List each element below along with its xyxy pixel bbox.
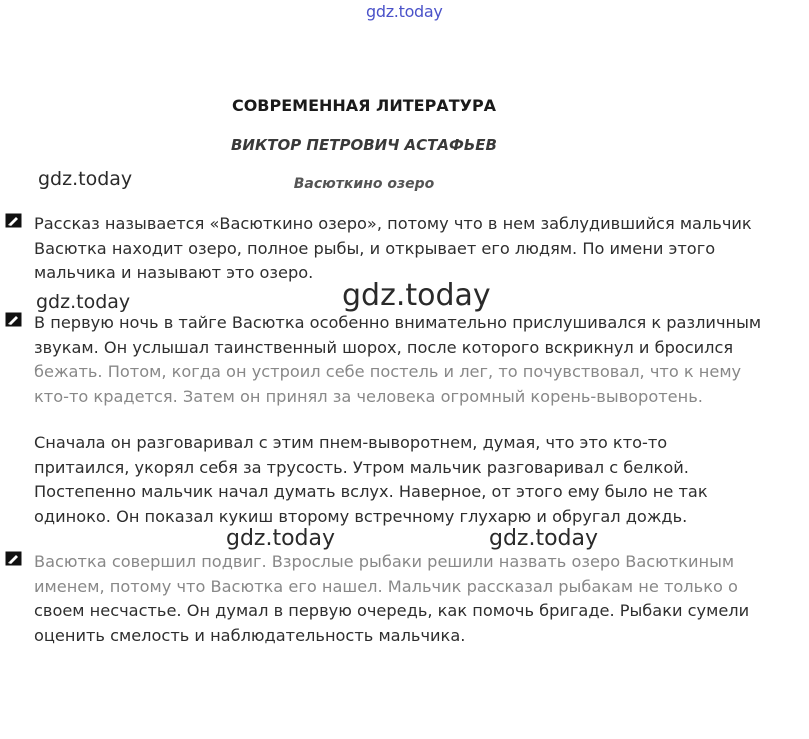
paragraph-line: именем, потому что Васютка его нашел. Мальчик рассказал рыбакам не только о xyxy=(34,576,738,596)
author-title: ВИКТОР ПЕТРОВИЧ АСТАФЬЕВ xyxy=(230,136,497,154)
paragraph-line: мальчика и называют это озеро. xyxy=(34,263,314,282)
paragraph-line: звукам. Он услышал таинственный шорох, после которого вскрикнул и бросился xyxy=(34,337,734,357)
work-title: Васюткино озеро xyxy=(293,176,435,192)
answer-paragraph-1 xyxy=(34,212,774,286)
paragraph-line: кто-то крадется. Затем он принял за человека огромный корень-выворотень. xyxy=(34,386,703,406)
paragraph-line: Васютка находит озеро, полное рыбы, и открывает его людям. По имени этого xyxy=(34,238,716,258)
watermark: gdz.today xyxy=(489,526,599,551)
paragraph-line: Сначала он разговаривал с этим пнем-выворотнем, думая, что это кто-то xyxy=(34,433,668,452)
paragraph-line: В первую ночь в тайге Васютка особенно внимательно прислушивался к различным xyxy=(34,313,762,332)
pencil-icon xyxy=(5,213,22,228)
paragraph-line: Постепенно мальчик начал думать вслух. Наверное, от этого ему было не так xyxy=(34,482,708,501)
paragraph-line: Рассказ называется «Васюткино озеро», потому что в нем заблудившийся мальчик xyxy=(34,214,752,233)
watermark: gdz.today xyxy=(38,168,133,190)
paragraph-line: бежать. Потом, когда он устроил себе постель и лег, то почувствовал, что к нему xyxy=(34,362,742,381)
answer-paragraph-3 xyxy=(34,431,774,529)
watermark: gdz.today xyxy=(36,291,131,313)
paragraph-line: Васютка совершил подвиг. Взрослые рыбаки решили назвать озеро Васюткиным xyxy=(34,552,735,571)
watermark: gdz.today xyxy=(342,278,491,313)
top-watermark: gdz.today xyxy=(366,2,443,21)
answer-paragraph-4 xyxy=(34,550,774,648)
pencil-icon xyxy=(5,312,22,327)
watermark: gdz.today xyxy=(226,526,336,551)
paragraph-line: одиноко. Он показал кукиш второму встречному глухарю и обругал дождь. xyxy=(34,506,688,526)
paragraph-line: своем несчастье. Он думал в первую очередь, как помочь бригаде. Рыбаки сумели xyxy=(34,601,750,620)
pencil-icon xyxy=(5,551,22,566)
answer-paragraph-2 xyxy=(34,311,774,409)
section-title: СОВРЕМЕННАЯ ЛИТЕРАТУРА xyxy=(231,96,497,115)
paragraph-line: оценить смелость и наблюдательность мальчика. xyxy=(34,625,466,645)
paragraph-line: притаился, укорял себя за трусость. Утром мальчик разговаривал с белкой. xyxy=(34,457,689,477)
